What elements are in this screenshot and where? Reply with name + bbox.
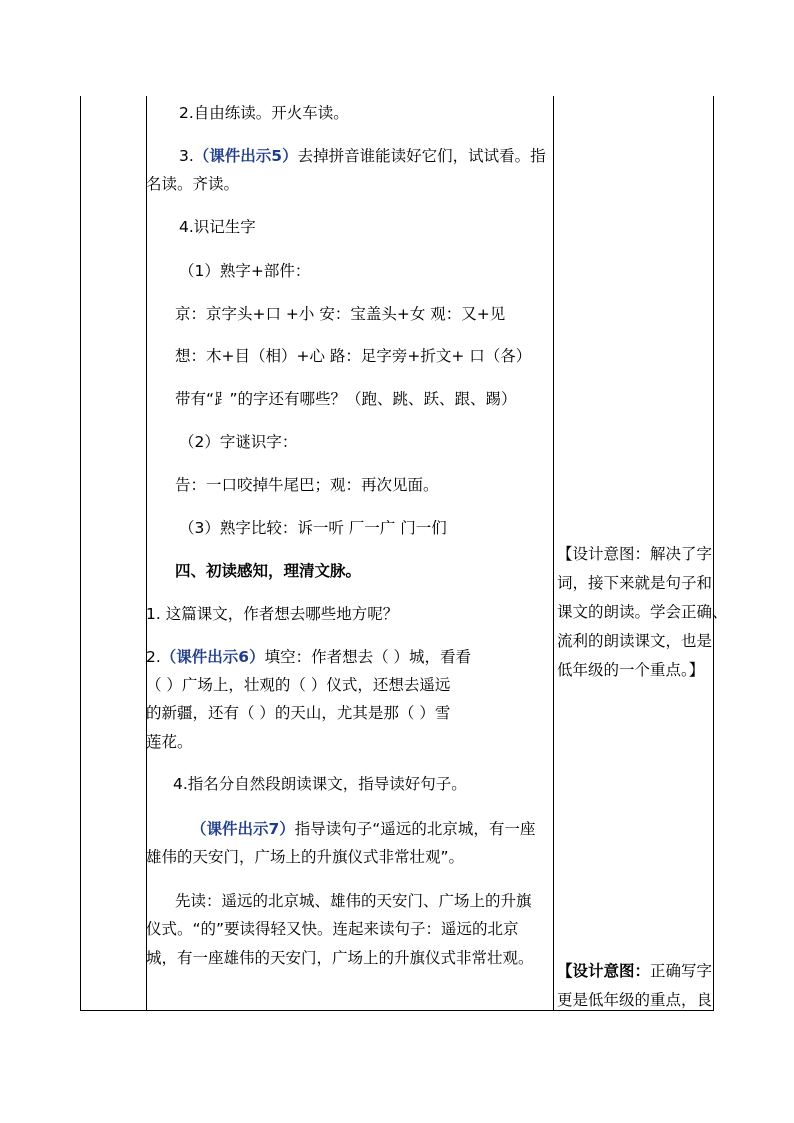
note-line: 课文的朗读。学会正确、 (557, 603, 728, 621)
note-text: 正确写字 (650, 962, 713, 980)
text-line: 城，有一座雄伟的天安门，广场上的升旗仪式非常壮观。 (146, 949, 534, 967)
text-line: 4.识记生字 (179, 218, 256, 236)
step-text: 填空：作者想去（ ）城，看看 (264, 648, 472, 666)
text-line: 的新疆，还有（ ）的天山，尤其是那（ ）雪 (146, 704, 451, 722)
text-line: 京：京字头+口 +小 安：宝盖头+女 观：又+见 (175, 305, 506, 323)
text-line: （3）熟字比较：诉一听 厂一广 门一们 (179, 519, 447, 537)
text-line: 雄伟的天安门，广场上的升旗仪式非常壮观”。 (146, 848, 465, 866)
text-line: 仪式。“的”要读得轻又快。连起来读句子：遥远的北京 (146, 920, 519, 938)
note-line: 流利的朗读课文，也是 (557, 632, 713, 650)
text-line: （2）字谜识字： (179, 433, 298, 451)
text-line: 先读：遥远的北京城、雄伟的天安门、广场上的升旗 (175, 892, 532, 910)
design-intent-cell (554, 96, 728, 1010)
text-line: 4.指名分自然段朗读课文，指导读好句子。 (173, 775, 467, 793)
text-line: 名读。齐读。 (146, 175, 240, 193)
text-line: 带有“⻊”的字还有哪些？（跑、跳、跃、跟、踢） (175, 390, 517, 408)
courseware-label: （课件出示5） (193, 147, 298, 165)
lesson-content-cell (146, 96, 553, 1010)
text-line (179, 145, 546, 167)
text-line (146, 646, 471, 668)
text-line: 1. 这篇课文，作者想去哪些地方呢？ (146, 605, 399, 623)
note-line: 更是低年级的重点，良 (557, 991, 713, 1009)
section-heading: 四、初读感知，理清文脉。 (175, 562, 362, 580)
text-line: 2.自由练读。开火车读。 (179, 104, 349, 122)
text-line (191, 818, 535, 840)
step-number: 3. (179, 147, 194, 165)
text-line: 告：一口咬掉牛尾巴；观：再次见面。 (175, 476, 439, 494)
courseware-label: （课件出示7） (191, 820, 295, 838)
step-text: 去掉拼音谁能读好它们，试试看。指 (297, 147, 546, 165)
note-line: 【设计意图：解决了字 (557, 545, 713, 563)
text-line: 莲花。 (146, 733, 193, 751)
step-number: 2. (146, 648, 161, 666)
text-line: （1）熟字+部件： (179, 262, 311, 280)
courseware-label: （课件出示6） (160, 648, 265, 666)
note-line: 低年级的一个重点。】 (557, 661, 705, 679)
table-left-border (80, 96, 81, 1011)
note-label: 【设计意图： (557, 962, 651, 980)
design-intent-note (557, 543, 728, 681)
text-line: 想：木+目（相）+心 路：足字旁+折文+ 口（各） (175, 347, 532, 365)
note-line: 词，接下来就是句子和 (557, 574, 713, 592)
design-intent-note (557, 960, 712, 1011)
step-text: 指导读句子“遥远的北京城，有一座 (294, 820, 536, 838)
text-line: （ ）广场上，壮观的（ ）仪式，还想去遥远 (146, 676, 451, 694)
note-line (557, 960, 712, 982)
